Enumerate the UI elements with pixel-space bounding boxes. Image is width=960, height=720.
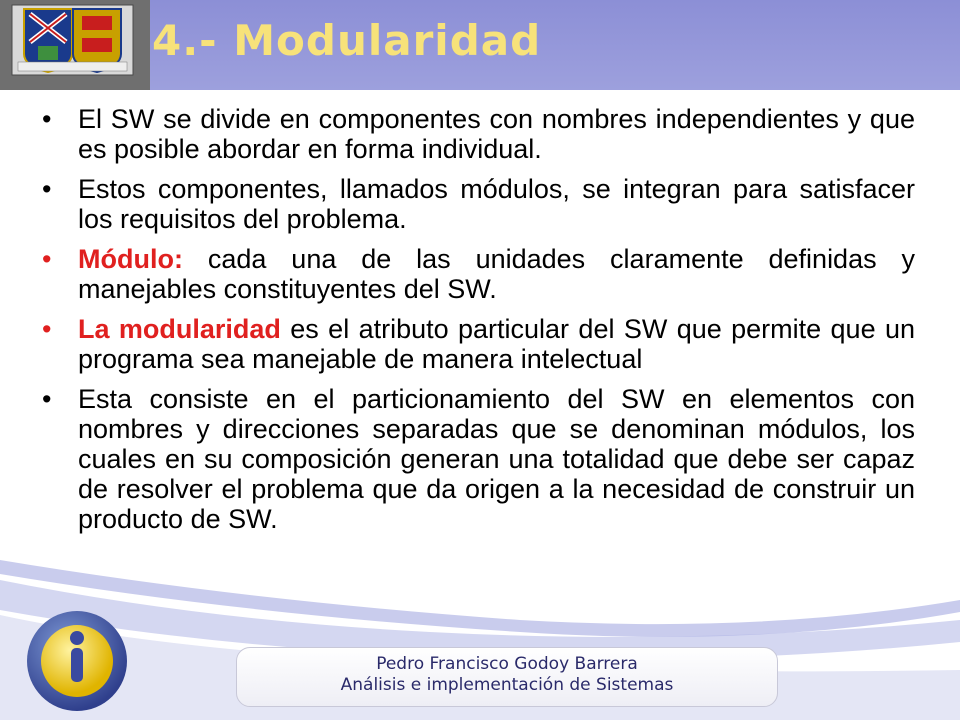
bullet-dot: • bbox=[42, 314, 52, 344]
header-logo-panel bbox=[0, 0, 150, 90]
bullet-dot: • bbox=[42, 174, 52, 204]
bullet-text: Esta consiste en el particionamiento del SW en elementos con nombres y direcciones separadas que se denominan módulos, los cuales en su composición generan una totalidad que debe ser capaz de resolver el problema que da origen a la necesidad de construir un producto de SW. bbox=[78, 384, 915, 534]
bullet-text: es el atributo particular del SW que permite que un programa sea manejable de manera intelectual bbox=[78, 314, 915, 374]
bullet-item bbox=[40, 104, 915, 164]
footer-author: Pedro Francisco Godoy Barrera bbox=[376, 654, 638, 674]
footer-course: Análisis e implementación de Sistemas bbox=[340, 675, 674, 695]
bullet-dot: • bbox=[42, 384, 52, 414]
bullet-item bbox=[40, 384, 915, 534]
bullet-text: Estos componentes, llamados módulos, se integran para satisfacer los requisitos del problema. bbox=[78, 174, 915, 234]
footer-box bbox=[236, 647, 778, 707]
slide-title: 4.- Modularidad bbox=[152, 16, 542, 65]
bullet-dot: • bbox=[42, 104, 52, 134]
circle-i-logo-icon bbox=[22, 606, 132, 716]
bullet-dot: • bbox=[42, 244, 52, 274]
bullet-item bbox=[40, 174, 915, 234]
bullet-highlight: Módulo: bbox=[78, 244, 183, 274]
bullet-item bbox=[40, 314, 915, 374]
university-crest-icon bbox=[10, 2, 135, 78]
bullet-text: cada una de las unidades claramente definidas y manejables constituyentes del SW. bbox=[78, 244, 915, 304]
bullet-text: El SW se divide en componentes con nombres independientes y que es posible abordar en forma individual. bbox=[78, 104, 915, 164]
bullet-list bbox=[40, 104, 915, 544]
bullet-highlight: La modularidad bbox=[78, 314, 281, 344]
bullet-item bbox=[40, 244, 915, 304]
